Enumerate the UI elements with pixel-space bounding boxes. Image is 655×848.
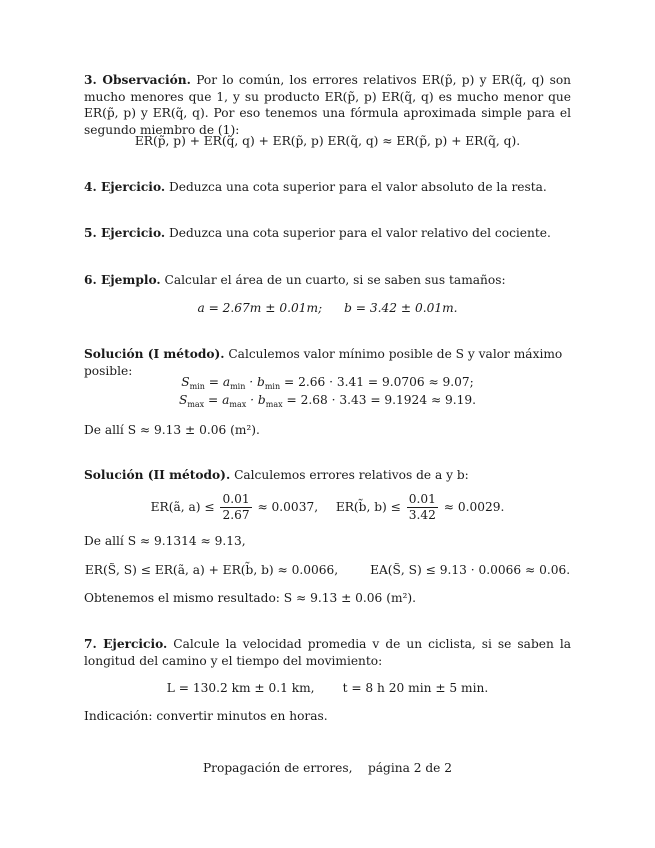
fraction-a (220, 492, 251, 523)
smin-value: = 2.66 · 3.41 = 9.0706 ≈ 9.07; (280, 375, 474, 389)
amin-subscript: min (230, 382, 246, 391)
solution-2-formula-errors (84, 562, 571, 579)
smax-value: = 2.68 · 3.43 = 9.1924 ≈ 9.19. (282, 393, 477, 407)
exercise-5 (84, 225, 571, 242)
example-6-text: Calcular el área de un cuarto, si se saben sus tamaños: (164, 273, 506, 287)
observation-3-number: 3. Observación. (84, 73, 191, 87)
bmax-symbol: · b (246, 393, 266, 407)
bmax-subscript: max (265, 400, 283, 409)
fraction-b (407, 492, 438, 523)
exercise-5-number: 5. Ejercicio. (84, 226, 166, 240)
solution-1-title: Solución (I método). (84, 347, 225, 361)
er-a-lhs: ER(ã, a) ≤ (150, 500, 215, 514)
formula-length: L = 130.2 km ± 0.1 km, (166, 681, 315, 695)
smin-subscript: min (189, 382, 205, 391)
solution-2 (84, 467, 571, 484)
smax-symbol: S (178, 393, 188, 407)
smin-symbol: S (181, 375, 190, 389)
solution-1-text: Calculemos valor mínimo posible de S y valor máximo posible: (84, 347, 563, 378)
example-6-formula-a: a = 2.67m ± 0.01m; (197, 301, 323, 315)
smax-subscript: max (187, 400, 205, 409)
bmin-subscript: min (264, 382, 281, 391)
formula-relative-error: ER(S̃, S) ≤ ER(ã, a) + ER(b̃, b) ≈ 0.0066, (84, 563, 339, 577)
solution-1-formula-max (84, 392, 571, 409)
exercise-7-number: 7. Ejercicio. (84, 637, 168, 651)
observation-3-formula: ER(p̃, p) + ER(q̃, q) + ER(p̃, p) ER(q̃, q) ≈ ER(p̃, p) + ER(q̃, q). (134, 134, 521, 148)
fraction-a-numerator: 0.01 (222, 492, 250, 506)
exercise-5-text: Deduzca una cota superior para el valor relativo del cociente. (168, 226, 551, 240)
fraction-b-denominator: 3.42 (408, 508, 436, 522)
solution-2-relative-errors (84, 492, 571, 523)
solution-1-formula-min (84, 374, 571, 391)
fraction-b-numerator: 0.01 (408, 492, 436, 506)
example-6-formula (84, 300, 571, 317)
er-a-rhs: ≈ 0.0037, (257, 500, 319, 514)
example-6 (84, 272, 571, 289)
exercise-7-hint: Indicación: convertir minutos en horas. (84, 709, 328, 723)
page-footer: Propagación de errores, página 2 de 2 (202, 761, 453, 775)
example-6-formula-b: b = 3.42 ± 0.01m. (344, 301, 458, 315)
exercise-4 (84, 179, 571, 196)
solution-2-title: Solución (II método). (84, 468, 231, 482)
bmin-symbol: · b (245, 375, 265, 389)
example-6-number: 6. Ejemplo. (84, 273, 161, 287)
exercise-7 (84, 636, 571, 669)
amax-symbol: = a (204, 393, 230, 407)
er-b-rhs: ≈ 0.0029. (443, 500, 505, 514)
amin-symbol: = a (204, 375, 231, 389)
formula-absolute-error: EA(S̃, S) ≤ 9.13 · 0.0066 ≈ 0.06. (370, 563, 571, 577)
fraction-a-denominator: 2.67 (222, 508, 250, 522)
exercise-7-formula (84, 680, 571, 697)
exercise-4-number: 4. Ejercicio. (84, 180, 166, 194)
solution-2-result-1: De allí S ≈ 9.1314 ≈ 9.13, (84, 534, 246, 548)
exercise-4-text: Deduzca una cota superior para el valor absoluto de la resta. (168, 180, 547, 194)
solution-2-text: Calculemos errores relativos de a y b: (234, 468, 469, 482)
exercise-7-text: Calcule la velocidad promedia v de un ciclista, si se saben la longitud del camino y el tiempo del movimiento: (84, 637, 571, 668)
er-b-lhs: ER(b̃, b) ≤ (335, 500, 401, 514)
observation-3 (84, 72, 571, 138)
formula-time: t = 8 h 20 min ± 5 min. (342, 681, 489, 695)
observation-3-text: Por lo común, los errores relativos ER(p̃, p) y ER(q̃, q) son mucho menores que 1, y su producto ER(p̃, p) ER(q̃, q) es mucho menor que ER(p̃, p) y ER(q̃, q). Por eso tenemos una fórmula aproximada simple para el segundo miembro de (1): (84, 73, 572, 137)
amax-subscript: max (229, 400, 247, 409)
solution-2-result-2: Obtenemos el mismo resultado: S ≈ 9.13 ± 0.06 (m²). (84, 591, 417, 605)
solution-1-result: De allí S ≈ 9.13 ± 0.06 (m²). (84, 423, 260, 437)
